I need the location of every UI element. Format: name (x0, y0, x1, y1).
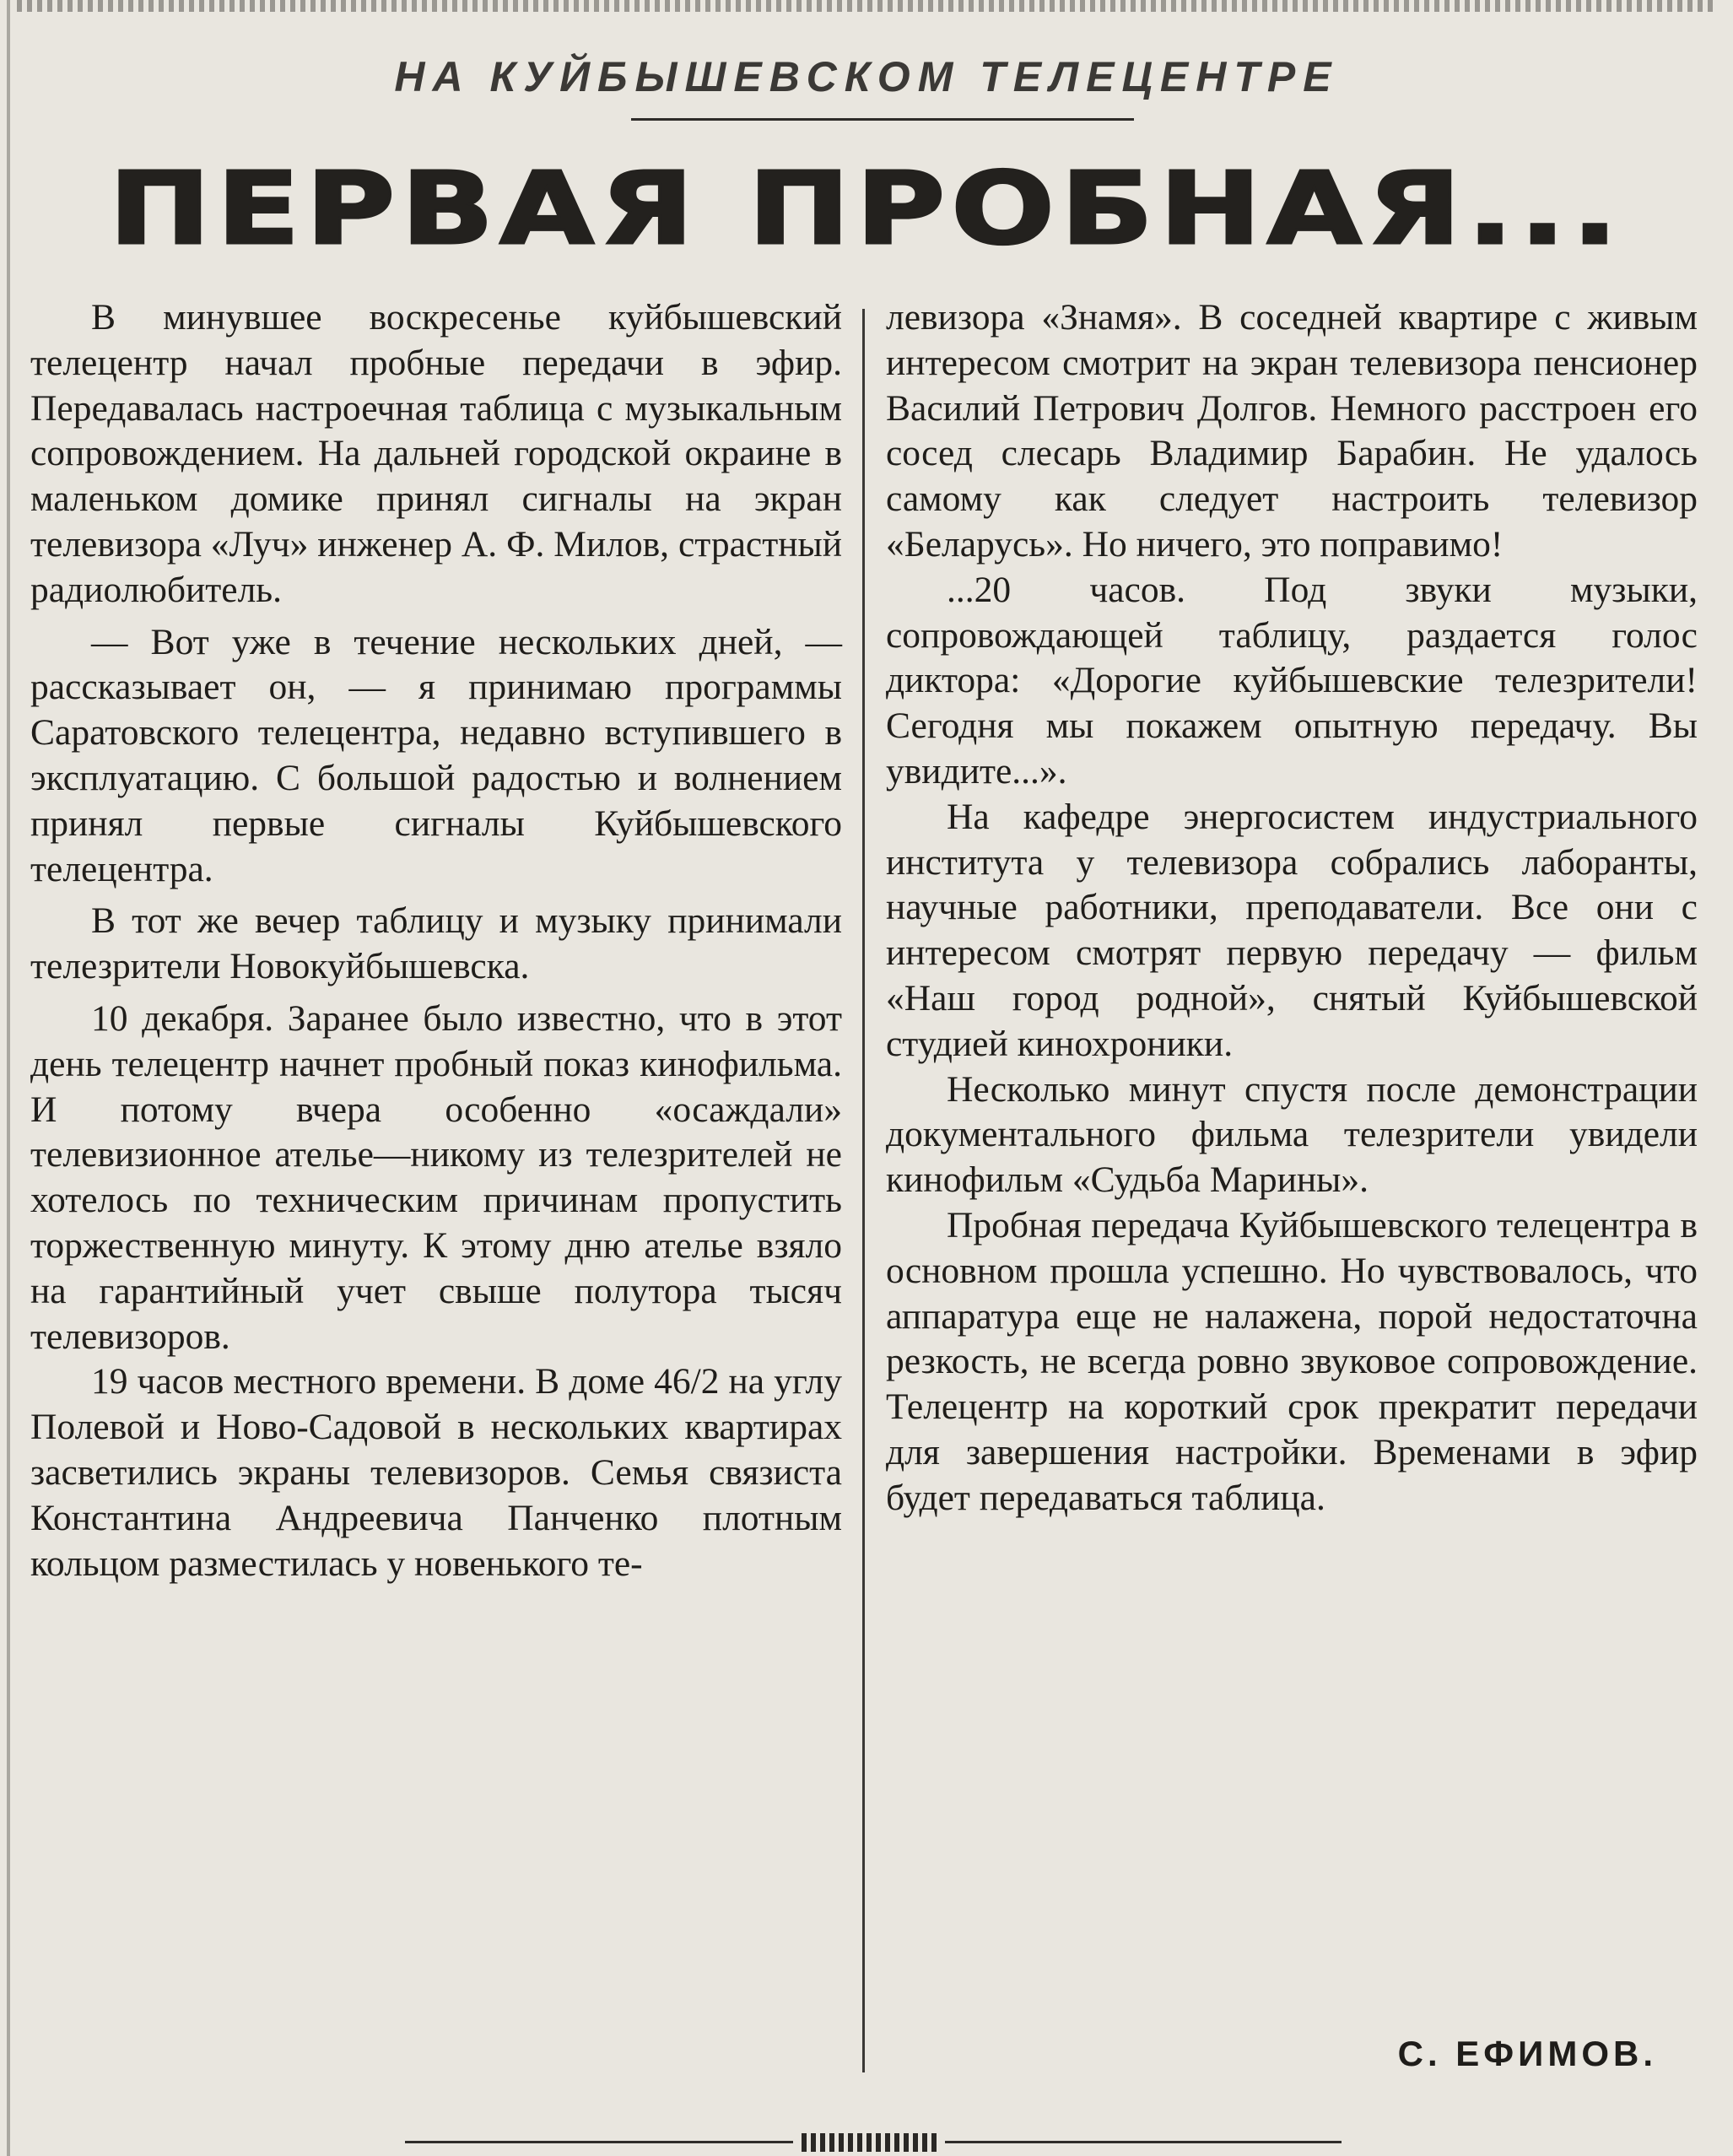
paragraph: Несколько минут спустя после демонстрации документального фильма телезрители увидели кинофильм «Судьба Марины». (886, 1068, 1698, 1201)
paragraph: На кафедре энергосистем индустриального института у телевизора собрались лаборанты, научные работники, преподаватели. Все они с интересом смотрят первую передачу — фильм «Наш город родной», снятый Куйбышевской студией кинохроники. (886, 796, 1698, 1064)
article-column-left (30, 295, 842, 1586)
paragraph: В тот же вечер таблицу и музыку принимали телезрители Новокуйбышевска. (30, 900, 842, 987)
paragraph: Пробная передача Куйбышевского телецентра в основном прошла успешно. Но чувствовалось, что аппаратура еще не налажена, порой недостаточна резкость, не всегда ровно звуковое сопровождение. Телецентр на короткий срок прекратит передачи для завершения настройки. Временами в эфир будет передаваться таблица. (886, 1204, 1698, 1518)
paragraph: — Вот уже в течение нескольких дней, — рассказывает он, — я принимаю программы Саратовского телецентра, недавно вступившего в эксплуатацию. С большой радостью и волнением принял первые сигналы Куйбышевского телецентра. (30, 621, 842, 889)
page-left-edge-rule (7, 0, 10, 2156)
ornament-line-left (405, 2141, 793, 2143)
ornament-line-right (945, 2141, 1342, 2143)
column-divider (862, 309, 865, 2072)
bottom-ornament-rule (405, 2133, 1342, 2152)
paragraph: 10 декабря. Заранее было известно, что в этот день телецентр начнет пробный показ кинофильма. И потому вчера особенно «осаждали» телевизионное ателье—никому из телезрителей не хотелось по техническим причинам пропустить торжественную минуту. К этому дню ателье взяло на гарантийный учет свыше полутора тысяч телевизоров. (30, 997, 842, 1357)
top-decorative-rule (17, 0, 1716, 12)
paragraph: 19 часов местного времени. В доме 46/2 на углу Полевой и Ново-Садовой в нескольких квартирах засветились экраны телевизоров. Семья связиста Константина Андреевича Панченко плотным кольцом разместилась у новенького те- (30, 1361, 842, 1584)
article-column-right (886, 295, 1698, 1521)
article-headline: ПЕРВАЯ ПРОБНАЯ... (109, 150, 1624, 267)
ornament-bars (802, 2133, 937, 2152)
paragraph: В минувшее воскресенье куйбышевский телецентр начал пробные передачи в эфир. Передавалась настроечная таблица с музыкальным сопровождением. На дальней городской окраине в маленьком домике принял сигналы на экран телевизора «Луч» инженер А. Ф. Милов, страстный радиолюбитель. (30, 297, 842, 610)
author-signature: С. ЕФИМОВ. (1397, 2034, 1657, 2073)
paragraph: левизора «Знамя». В соседней квартире с живым интересом смотрит на экран телевизора пенсионер Василий Петрович Долгов. Немного расстроен его сосед слесарь Владимир Барабин. Не удалось самому как следует настроить телевизор «Беларусь». Но ничего, это поправимо! (886, 297, 1698, 565)
kicker-underline (631, 118, 1134, 121)
section-kicker: НА КУЙБЫШЕВСКОМ ТЕЛЕЦЕНТРЕ (394, 53, 1339, 100)
paragraph: ...20 часов. Под звуки музыки, сопровождающей таблицу, раздается голос диктора: «Дорогие куйбышевские телезрители! Сегодня мы покажем опытную передачу. Вы увидите...». (886, 569, 1698, 792)
